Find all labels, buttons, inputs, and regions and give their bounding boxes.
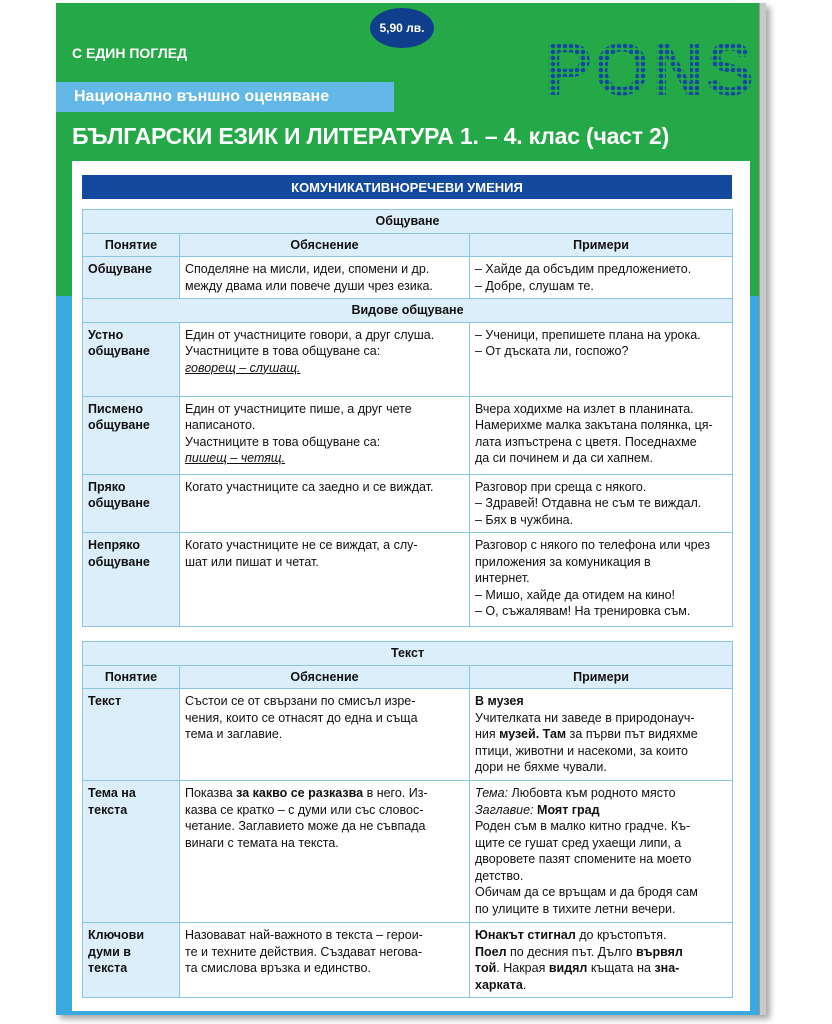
explanation-cell: Един от участниците говори, а друг слуша. Участниците в това общуване са: говорещ – слушащ. [180,322,470,396]
column-header: Понятие [83,665,180,689]
table-subcaption-row [83,299,733,323]
column-header: Обяснение [180,665,470,689]
concept-cell: Устно общуване [83,322,180,396]
explanation-cell: Показва за какво се разказва в него. Из- казва се кратко – с думи или със словос- четание. Заглавието може да не съвпада винаги с темата на текста. [180,781,470,923]
table-caption: Общуване [83,210,733,234]
table-caption: Текст [83,642,733,666]
table-row [83,689,733,781]
examples-cell: Вчера ходихме на излет в планината. Намерихме малка закътана полянка, ця- лата изпъстрена с цветя. Поседнахме да си починем и да си хапнем. [470,396,733,474]
subtitle-bar: Национално външно оценяване [56,82,394,112]
examples-cell: Разговор при среща с някого. – Здравей! Отдавна не съм те виждал. – Бях в чужбина. [470,474,733,533]
price-badge: 5,90 лв. [370,8,434,48]
content-sheet [72,161,750,1011]
concept-cell: Текст [83,689,180,781]
table-row [83,923,733,998]
examples-cell: Тема: Любовта към родното място Заглавие: Моят град Роден съм в малко китно градче. Къ- щите се гушат сред ухаещи липи, а дворовете пазят спомените на моето детство. Обичам да се връщам и да бродя сам по улиците в тихите летни вечери. [470,781,733,923]
concept-cell: Общуване [83,257,180,299]
examples-cell: – Ученици, препишете плана на урока. – От дъската ли, госпожо? [470,322,733,396]
table-subcaption: Видове общуване [83,299,733,323]
explanation-cell: Споделяне на мисли, идеи, спомени и др. между двама или повече души чрез езика. [180,257,470,299]
svg-text:PONS: PONS [544,37,756,99]
table-caption-row [83,210,733,234]
column-header: Примери [470,665,733,689]
examples-cell: Юнакът стигнал до кръстопътя. Поел по десния път. Дълго вървял той. Накрая видял къщата на зна- харката. [470,923,733,998]
pons-logo [544,37,759,99]
pons-card [56,3,766,1015]
concept-cell: Пряко общуване [83,474,180,533]
page-title: БЪЛГАРСКИ ЕЗИК И ЛИТЕРАТУРА 1. – 4. клас (част 2) [72,123,670,149]
series-label: С ЕДИН ПОГЛЕД [72,45,188,61]
explanation-cell: Назовават най-важното в текста – герои- те и техните действия. Създават негова- та смислова връзка и единство. [180,923,470,998]
table-caption-row [83,642,733,666]
table-row [83,257,733,299]
concept-cell: Тема на текста [83,781,180,923]
examples-cell: Разговор с някого по телефона или чрез приложения за комуникация в интернет. – Мишо, хайде да отидем на кино! – О, съжалявам! На тренировка съм. [470,533,733,627]
table-row [83,322,733,396]
examples-cell: – Хайде да обсъдим предложението. – Добре, слушам те. [470,257,733,299]
table-header-row [83,233,733,257]
section-header: КОМУНИКАТИВНОРЕЧЕВИ УМЕНИЯ [82,175,732,199]
examples-cell: В музея Учителката ни заведе в природонауч- ния музей. Там за първи път видяхме птици, животни и насекоми, за които дори не бяхме чували. [470,689,733,781]
explanation-cell: Един от участниците пише, а друг чете написаното. Участниците в това общуване са: пишещ – четящ. [180,396,470,474]
explanation-cell: Когато участниците са заедно и се виждат. [180,474,470,533]
explanation-cell: Когато участниците не се виждат, а слу- шат или пишат и четат. [180,533,470,627]
table-row [83,533,733,627]
concept-cell: Ключови думи в текста [83,923,180,998]
column-header: Примери [470,233,733,257]
explanation-cell: Състои се от свързани по смисъл изре- чения, които се отнасят до една и съща тема и заглавие. [180,689,470,781]
table-row [83,474,733,533]
table-row [83,396,733,474]
concept-cell: Писмено общуване [83,396,180,474]
table-row [83,781,733,923]
column-header: Понятие [83,233,180,257]
text-table [82,641,733,998]
communication-table [82,209,733,627]
column-header: Обяснение [180,233,470,257]
concept-cell: Непряко общуване [83,533,180,627]
table-header-row [83,665,733,689]
